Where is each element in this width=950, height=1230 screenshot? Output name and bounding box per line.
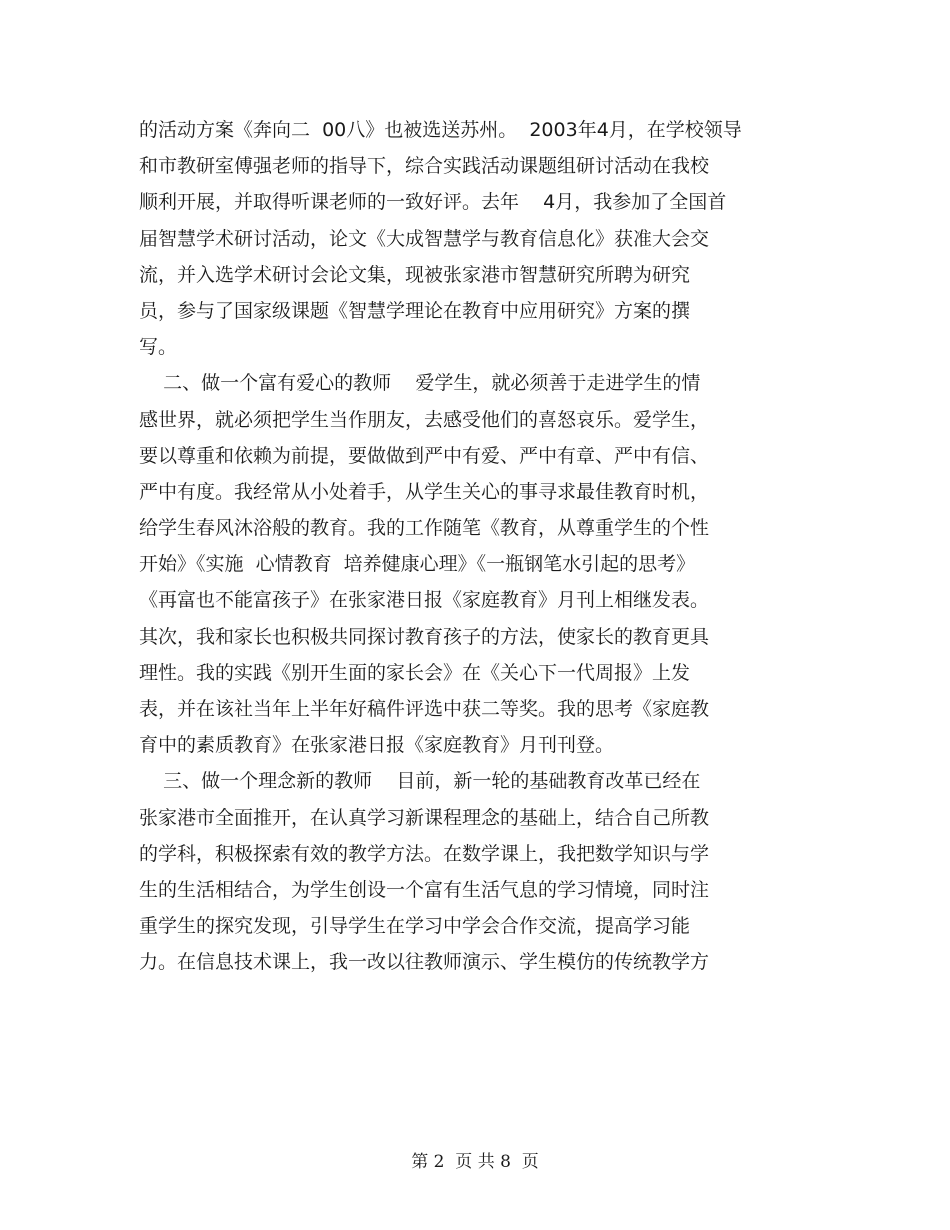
- text-line: 届智慧学术研讨活动，论文《大成智慧学与教育信息化》获准大会交: [139, 227, 710, 250]
- text-line: 给学生春风沐浴般的教育。我的工作随笔《教育，从尊重学生的个性: [139, 517, 710, 540]
- text-line: 员，参与了国家级课题《智慧学理论在教育中应用研究》方案的撰: [139, 299, 691, 322]
- page-number-footer: 第 2 页 共 8 页: [411, 1152, 539, 1172]
- section-heading-line: 三、做一个理念新的教师 目前，新一轮的基础教育改革已经在: [139, 770, 701, 793]
- text-line: 张家港市全面推开，在认真学习新课程理念的基础上，结合自己所教: [139, 806, 710, 829]
- text-line: 力。在信息技术课上，我一改以往教师演示、学生模仿的传统教学方: [139, 951, 710, 974]
- text-line: 育中的素质教育》在张家港日报《家庭教育》月刊刊登。: [139, 734, 615, 757]
- document-body: [139, 112, 819, 981]
- text-line: 的活动方案《奔向二 00八》也被选送苏州。 2003年4月，在学校领导: [139, 119, 742, 141]
- text-line: 流，并入选学术研讨会论文集，现被张家港市智慧研究所聘为研究: [139, 263, 691, 286]
- section-heading-line: 二、做一个富有爱心的教师 爱学生，就必须善于走进学生的情: [139, 372, 701, 395]
- text-line: 严中有度。我经常从小处着手，从学生关心的事寻求最佳教育时机，: [139, 480, 710, 503]
- text-line: 的学科，积极探索有效的教学方法。在数学课上，我把数学知识与学: [139, 842, 710, 865]
- text-line: 写。: [139, 336, 178, 359]
- text-line: 感世界，就必须把学生当作朋友，去感受他们的喜怒哀乐。爱学生，: [139, 408, 710, 431]
- text-line: 理性。我的实践《别开生面的家长会》在《关心下一代周报》上发: [139, 661, 691, 684]
- text-line: 重学生的探究发现，引导学生在学习中学会合作交流，提高学习能: [139, 915, 691, 938]
- text-line: 和市教研室傅强老师的指导下，综合实践活动课题组研讨活动在我校: [139, 155, 710, 178]
- text-line: 表，并在该社当年上半年好稿件评选中获二等奖。我的思考《家庭教: [139, 698, 710, 720]
- text-line: 《再富也不能富孩子》在张家港日报《家庭教育》月刊上相继发表。: [139, 589, 710, 612]
- text-line: 生的生活相结合，为学生创设一个富有生活气息的学习情境，同时注: [139, 878, 710, 901]
- text-line: 要以尊重和依赖为前提，要做做到严中有爱、严中有章、严中有信、: [139, 444, 710, 467]
- text-line: 顺利开展，并取得听课老师的一致好评。去年 4月，我参加了全国首: [139, 191, 727, 214]
- text-line: 其次，我和家长也积极共同探讨教育孩子的方法，使家长的教育更具: [139, 625, 710, 648]
- text-line: 开始》《实施 心情教育 培养健康心理》《一瓶钢笔水引起的思考》: [139, 553, 696, 576]
